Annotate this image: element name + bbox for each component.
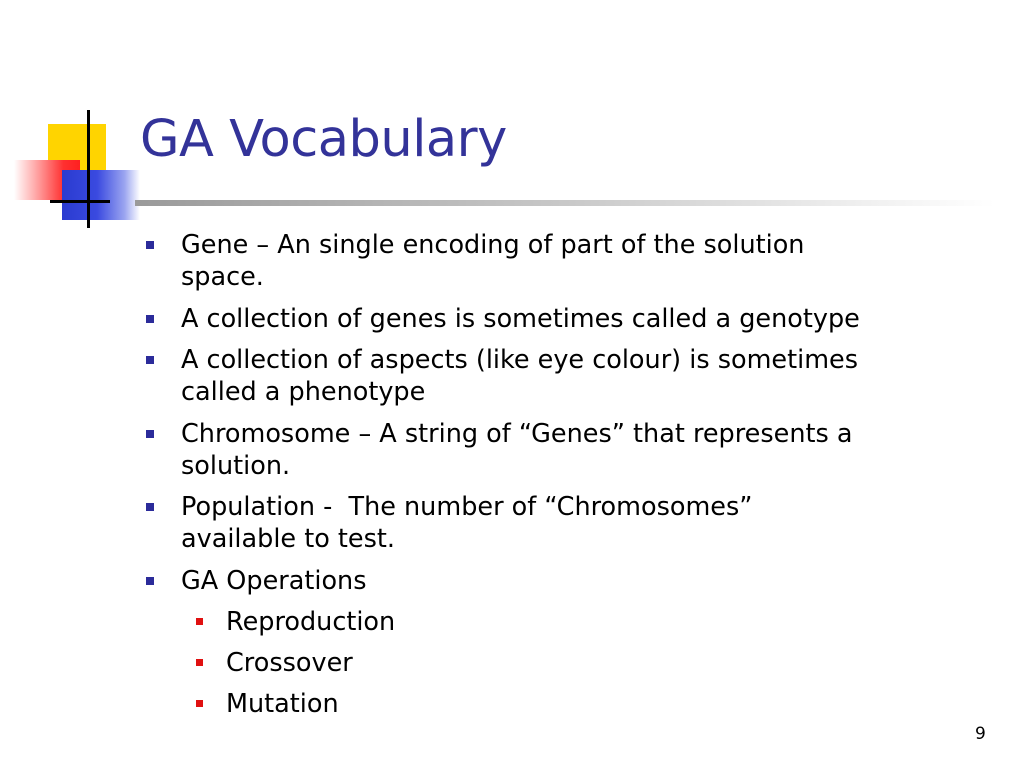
sub-bullet-item [226,647,353,679]
sub-bullet-text: Mutation [226,689,339,719]
bullet-marker [146,356,154,364]
bullet-item [181,565,367,597]
sub-bullet-marker [196,659,203,666]
bullet-line: GA Operations [181,566,367,596]
bullet-line: Chromosome – A string of “Genes” that represents a [181,419,853,449]
bullet-line: available to test. [181,524,395,554]
slide-title: GA Vocabulary [140,110,507,169]
bullet-marker [146,315,154,323]
bullet-line: A collection of genes is sometimes called a genotype [181,304,860,334]
bullet-marker [146,241,154,249]
bullet-line: Population - The number of “Chromosomes” [181,492,753,522]
bullet-item [181,303,860,335]
bullet-item [181,229,804,293]
sub-bullet-item [226,606,395,638]
sub-bullet-text: Crossover [226,648,353,678]
page-number: 9 [975,724,986,744]
sub-bullet-text: Reproduction [226,607,396,637]
bullet-line: called a phenotype [181,377,426,407]
bullet-line: space. [181,262,264,292]
bullet-marker [146,577,154,585]
bullet-line: Gene – An single encoding of part of the solution [181,230,805,260]
bullet-item [181,418,853,482]
bullet-marker [146,503,154,511]
bullet-marker [146,430,154,438]
bullet-item [181,491,752,555]
sub-bullet-marker [196,618,203,625]
sub-bullet-marker [196,700,203,707]
bullet-line: A collection of aspects (like eye colour) is sometimes [181,345,859,375]
sub-bullet-item [226,688,339,720]
bullet-item [181,344,858,408]
bullet-line: solution. [181,451,291,481]
